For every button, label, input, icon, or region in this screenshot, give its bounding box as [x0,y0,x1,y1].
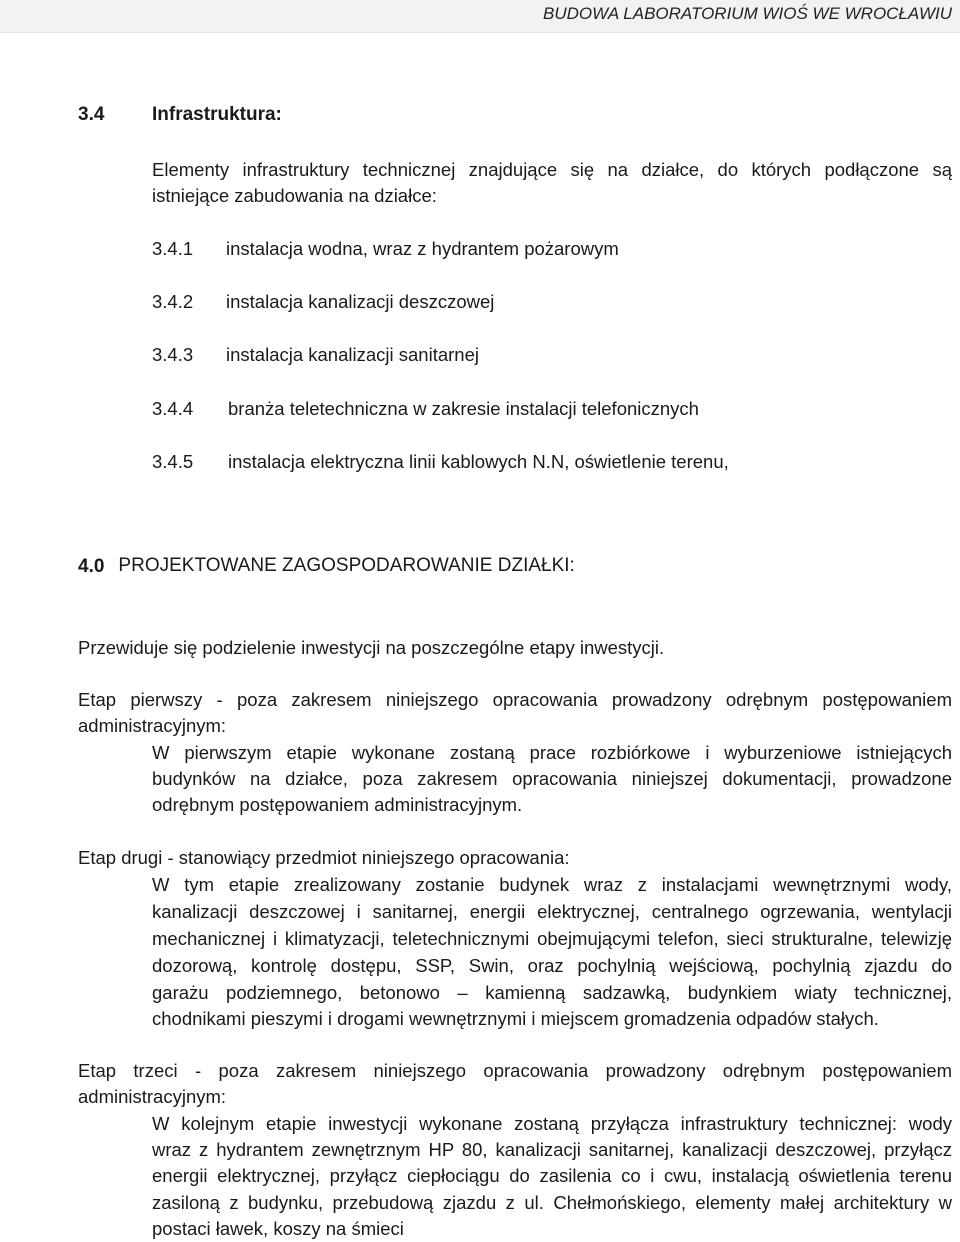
header-title: BUDOWA LABORATORIUM WIOŚ WE WROCŁAWIU [543,4,952,23]
section-number: 3.4 [78,104,105,125]
paragraph-line: odrębnym postępowaniem administracyjnym. [152,794,523,815]
list-item-text: instalacja elektryczna linii kablowych N.N, oświetlenie terenu, [228,451,729,472]
section-title [78,555,575,577]
paragraph-line: garażu podziemnego, betonowo – kamienną sadzawką, budynkiem wiaty technicznej, [152,982,952,1003]
paragraph-line: dozorową, kontrolę dostępu, SSP, Swin, oraz pochylnią wejściową, pochylnią zjazdu do [152,955,952,976]
list-item-text: instalacja kanalizacji sanitarnej [226,344,479,365]
section-title-text: PROJEKTOWANE ZAGOSPODAROWANIE DZIAŁKI: [118,555,575,576]
paragraph-line: W tym etapie zrealizowany zostanie budynek wraz z instalacjami wewnętrznymi wody, [152,874,952,895]
paragraph-line: zasiloną z budynku, przebudową zjazdu z ul. Chełmońskiego, elementy małej architektury w [152,1192,952,1213]
paragraph-line: postaci ławek, koszy na śmieci [152,1218,404,1239]
paragraph-line: W kolejnym etapie inwestycji wykonane zostaną przyłącza infrastruktury technicznej: wody [152,1113,952,1134]
list-item-text: instalacja kanalizacji deszczowej [226,291,495,312]
list-item-text: branża teletechniczna w zakresie instalacji telefonicznych [228,398,699,419]
paragraph-line: istniejące zabudowania na działce: [152,185,437,206]
list-item-number: 3.4.3 [152,344,194,365]
paragraph-line: chodnikami pieszymi i drogami wewnętrznymi i miejscem gromadzenia odpadów stałych. [152,1008,879,1029]
etap-heading-line: Etap trzeci - poza zakresem niniejszego opracowania prowadzony odrębnym postępowaniem [78,1060,952,1081]
section-number: 4.0 [78,556,105,577]
list-item-text: instalacja wodna, wraz z hydrantem pożarowym [226,238,619,259]
paragraph-line: mechanicznej i klimatyzacji, teletechnicznymi obejmującymi telefon, sieci strukturalne, telewizję [152,928,952,949]
etap-heading-line: Etap drugi - stanowiący przedmiot niniejszego opracowania: [78,847,570,868]
paragraph-line: Przewiduje się podzielenie inwestycji na poszczególne etapy inwestycji. [78,637,665,658]
etap-heading-line: Etap pierwszy - poza zakresem niniejszego opracowania prowadzony odrębnym postępowaniem [78,689,952,710]
list-item-number: 3.4.5 [152,451,194,472]
paragraph-line: Elementy infrastruktury technicznej znajdujące się na działce, do których podłączone są [152,159,952,180]
paragraph-line: wraz z hydrantem zewnętrznym HP 80, kanalizacji sanitarnej, kanalizacji deszczowej, przyłącz [152,1139,952,1160]
etap-heading-line: administracyjnym: [78,1086,227,1107]
paragraph-line: W pierwszym etapie wykonane zostaną prace rozbiórkowe i wyburzeniowe istniejących [152,742,952,763]
list-item-number: 3.4.1 [152,238,194,259]
section-title: Infrastruktura: [152,104,282,125]
etap-heading-line: administracyjnym: [78,715,227,736]
paragraph-line: kanalizacji deszczowej i sanitarnej, energii elektrycznej, centralnego ogrzewania, wentylacji [152,901,952,922]
paragraph-line: budynków na działce, poza zakresem opracowania niniejszej dokumentacji, prowadzone [152,768,952,789]
page-header [0,0,960,33]
list-item-number: 3.4.4 [152,398,194,419]
paragraph-line: energii elektrycznej, przyłącz ciepłociągu do zasilenia co i cwu, instalacją oświetlenia terenu [152,1165,952,1186]
list-item-number: 3.4.2 [152,291,194,312]
